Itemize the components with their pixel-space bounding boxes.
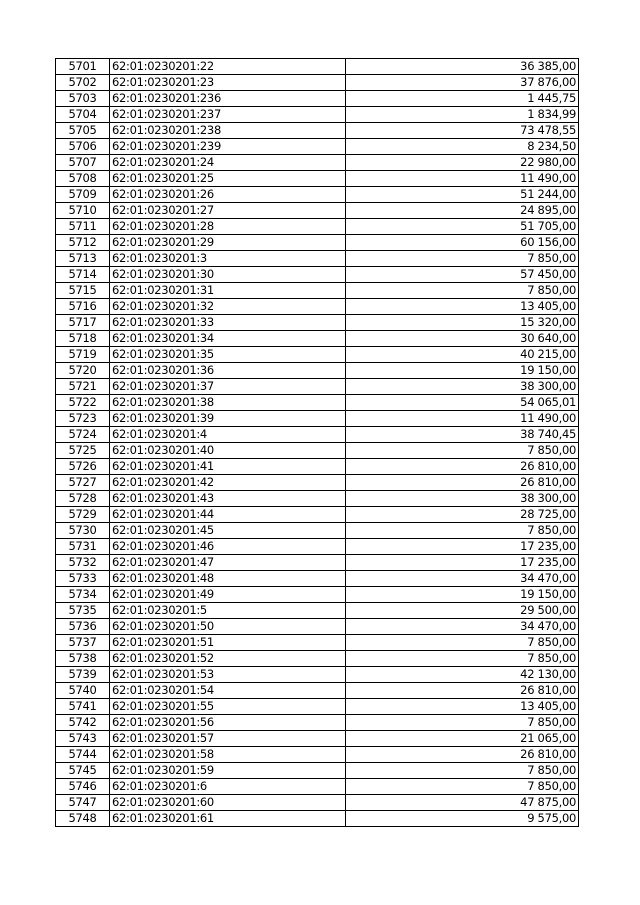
table-body [56,59,579,827]
cadastral-number-cell: 62:01:0230201:35 [110,347,346,363]
row-number-cell: 5714 [56,267,110,283]
row-number-cell: 5701 [56,59,110,75]
row-number-cell: 5715 [56,283,110,299]
row-number-cell: 5731 [56,539,110,555]
row-number-cell: 5716 [56,299,110,315]
cadastral-number-cell: 62:01:0230201:56 [110,715,346,731]
cadastral-number-cell: 62:01:0230201:28 [110,219,346,235]
table-row [56,763,579,779]
cadastral-number-cell: 62:01:0230201:29 [110,235,346,251]
value-cell: 17 235,00 [346,555,579,571]
value-cell: 9 575,00 [346,811,579,827]
value-cell: 51 705,00 [346,219,579,235]
cadastral-number-cell: 62:01:0230201:26 [110,187,346,203]
value-cell: 40 215,00 [346,347,579,363]
row-number-cell: 5736 [56,619,110,635]
value-cell: 37 876,00 [346,75,579,91]
cadastral-number-cell: 62:01:0230201:55 [110,699,346,715]
value-cell: 19 150,00 [346,587,579,603]
table-row [56,171,579,187]
table-row [56,491,579,507]
cadastral-number-cell: 62:01:0230201:41 [110,459,346,475]
cadastral-number-cell: 62:01:0230201:236 [110,91,346,107]
cadastral-number-cell: 62:01:0230201:47 [110,555,346,571]
row-number-cell: 5739 [56,667,110,683]
table-row [56,635,579,651]
table-row [56,331,579,347]
cadastral-number-cell: 62:01:0230201:4 [110,427,346,443]
cadastral-number-cell: 62:01:0230201:27 [110,203,346,219]
table-row [56,411,579,427]
row-number-cell: 5728 [56,491,110,507]
row-number-cell: 5725 [56,443,110,459]
table-row [56,475,579,491]
cadastral-number-cell: 62:01:0230201:32 [110,299,346,315]
cadastral-number-cell: 62:01:0230201:45 [110,523,346,539]
table-row [56,539,579,555]
row-number-cell: 5741 [56,699,110,715]
value-cell: 7 850,00 [346,651,579,667]
table-row [56,283,579,299]
value-cell: 7 850,00 [346,779,579,795]
value-cell: 34 470,00 [346,571,579,587]
table-row [56,251,579,267]
value-cell: 42 130,00 [346,667,579,683]
cadastral-number-cell: 62:01:0230201:51 [110,635,346,651]
value-cell: 51 244,00 [346,187,579,203]
value-cell: 19 150,00 [346,363,579,379]
table-row [56,667,579,683]
value-cell: 38 300,00 [346,379,579,395]
row-number-cell: 5742 [56,715,110,731]
row-number-cell: 5708 [56,171,110,187]
value-cell: 22 980,00 [346,155,579,171]
cadastral-number-cell: 62:01:0230201:37 [110,379,346,395]
cadastral-number-cell: 62:01:0230201:53 [110,667,346,683]
cadastral-number-cell: 62:01:0230201:34 [110,331,346,347]
row-number-cell: 5720 [56,363,110,379]
table-row [56,443,579,459]
table-row [56,651,579,667]
row-number-cell: 5735 [56,603,110,619]
value-cell: 34 470,00 [346,619,579,635]
value-cell: 1 445,75 [346,91,579,107]
row-number-cell: 5723 [56,411,110,427]
row-number-cell: 5703 [56,91,110,107]
cadastral-number-cell: 62:01:0230201:31 [110,283,346,299]
row-number-cell: 5709 [56,187,110,203]
value-cell: 60 156,00 [346,235,579,251]
cadastral-number-cell: 62:01:0230201:43 [110,491,346,507]
value-cell: 47 875,00 [346,795,579,811]
cadastral-number-cell: 62:01:0230201:59 [110,763,346,779]
cadastral-number-cell: 62:01:0230201:46 [110,539,346,555]
table-row [56,363,579,379]
table-row [56,107,579,123]
cadastral-number-cell: 62:01:0230201:24 [110,155,346,171]
value-cell: 26 810,00 [346,459,579,475]
table-row [56,123,579,139]
row-number-cell: 5711 [56,219,110,235]
row-number-cell: 5727 [56,475,110,491]
table-row [56,459,579,475]
row-number-cell: 5717 [56,315,110,331]
row-number-cell: 5732 [56,555,110,571]
cadastral-number-cell: 62:01:0230201:25 [110,171,346,187]
table-row [56,571,579,587]
row-number-cell: 5724 [56,427,110,443]
value-cell: 13 405,00 [346,299,579,315]
row-number-cell: 5746 [56,779,110,795]
row-number-cell: 5737 [56,635,110,651]
row-number-cell: 5712 [56,235,110,251]
value-cell: 38 740,45 [346,427,579,443]
table-row [56,603,579,619]
table-row [56,219,579,235]
value-cell: 57 450,00 [346,267,579,283]
row-number-cell: 5719 [56,347,110,363]
row-number-cell: 5710 [56,203,110,219]
cadastral-number-cell: 62:01:0230201:57 [110,731,346,747]
table-row [56,395,579,411]
value-cell: 7 850,00 [346,523,579,539]
cadastral-number-cell: 62:01:0230201:50 [110,619,346,635]
cadastral-number-cell: 62:01:0230201:22 [110,59,346,75]
cadastral-number-cell: 62:01:0230201:40 [110,443,346,459]
cadastral-number-cell: 62:01:0230201:44 [110,507,346,523]
table-row [56,747,579,763]
cadastral-number-cell: 62:01:0230201:238 [110,123,346,139]
row-number-cell: 5740 [56,683,110,699]
value-cell: 1 834,99 [346,107,579,123]
table-row [56,683,579,699]
table-row [56,811,579,827]
row-number-cell: 5702 [56,75,110,91]
row-number-cell: 5722 [56,395,110,411]
value-cell: 7 850,00 [346,283,579,299]
value-cell: 73 478,55 [346,123,579,139]
row-number-cell: 5734 [56,587,110,603]
table-row [56,299,579,315]
table-row [56,203,579,219]
row-number-cell: 5729 [56,507,110,523]
table-row [56,59,579,75]
cadastral-number-cell: 62:01:0230201:6 [110,779,346,795]
cadastral-number-cell: 62:01:0230201:54 [110,683,346,699]
table-row [56,187,579,203]
cadastral-number-cell: 62:01:0230201:48 [110,571,346,587]
cadastral-number-cell: 62:01:0230201:60 [110,795,346,811]
row-number-cell: 5738 [56,651,110,667]
row-number-cell: 5718 [56,331,110,347]
value-cell: 7 850,00 [346,251,579,267]
value-cell: 21 065,00 [346,731,579,747]
value-cell: 15 320,00 [346,315,579,331]
value-cell: 30 640,00 [346,331,579,347]
table-row [56,235,579,251]
value-cell: 24 895,00 [346,203,579,219]
row-number-cell: 5705 [56,123,110,139]
row-number-cell: 5730 [56,523,110,539]
row-number-cell: 5743 [56,731,110,747]
table-row [56,75,579,91]
cadastral-number-cell: 62:01:0230201:49 [110,587,346,603]
table-row [56,507,579,523]
cadastral-value-table [55,58,579,827]
table-row [56,523,579,539]
table-row [56,795,579,811]
table-row [56,699,579,715]
table-row [56,347,579,363]
value-cell: 7 850,00 [346,443,579,459]
table-row [56,619,579,635]
value-cell: 17 235,00 [346,539,579,555]
row-number-cell: 5733 [56,571,110,587]
table-row [56,91,579,107]
value-cell: 36 385,00 [346,59,579,75]
value-cell: 7 850,00 [346,763,579,779]
row-number-cell: 5721 [56,379,110,395]
value-cell: 8 234,50 [346,139,579,155]
cadastral-number-cell: 62:01:0230201:33 [110,315,346,331]
value-cell: 54 065,01 [346,395,579,411]
value-cell: 11 490,00 [346,411,579,427]
table-row [56,267,579,283]
cadastral-number-cell: 62:01:0230201:52 [110,651,346,667]
value-cell: 7 850,00 [346,635,579,651]
table-row [56,587,579,603]
table-row [56,315,579,331]
cadastral-number-cell: 62:01:0230201:58 [110,747,346,763]
value-cell: 26 810,00 [346,683,579,699]
cadastral-number-cell: 62:01:0230201:23 [110,75,346,91]
row-number-cell: 5745 [56,763,110,779]
value-cell: 26 810,00 [346,747,579,763]
cadastral-number-cell: 62:01:0230201:61 [110,811,346,827]
table-row [56,155,579,171]
table-row [56,555,579,571]
cadastral-number-cell: 62:01:0230201:39 [110,411,346,427]
cadastral-number-cell: 62:01:0230201:239 [110,139,346,155]
cadastral-number-cell: 62:01:0230201:38 [110,395,346,411]
table-row [56,139,579,155]
row-number-cell: 5748 [56,811,110,827]
cadastral-number-cell: 62:01:0230201:36 [110,363,346,379]
cadastral-number-cell: 62:01:0230201:42 [110,475,346,491]
table-row [56,779,579,795]
value-cell: 7 850,00 [346,715,579,731]
value-cell: 29 500,00 [346,603,579,619]
value-cell: 38 300,00 [346,491,579,507]
value-cell: 13 405,00 [346,699,579,715]
row-number-cell: 5707 [56,155,110,171]
cadastral-number-cell: 62:01:0230201:5 [110,603,346,619]
row-number-cell: 5747 [56,795,110,811]
table-row [56,731,579,747]
table-row [56,715,579,731]
table-row [56,379,579,395]
cadastral-number-cell: 62:01:0230201:3 [110,251,346,267]
row-number-cell: 5706 [56,139,110,155]
row-number-cell: 5713 [56,251,110,267]
row-number-cell: 5704 [56,107,110,123]
value-cell: 26 810,00 [346,475,579,491]
row-number-cell: 5744 [56,747,110,763]
table-row [56,427,579,443]
value-cell: 11 490,00 [346,171,579,187]
row-number-cell: 5726 [56,459,110,475]
cadastral-number-cell: 62:01:0230201:237 [110,107,346,123]
cadastral-number-cell: 62:01:0230201:30 [110,267,346,283]
value-cell: 28 725,00 [346,507,579,523]
